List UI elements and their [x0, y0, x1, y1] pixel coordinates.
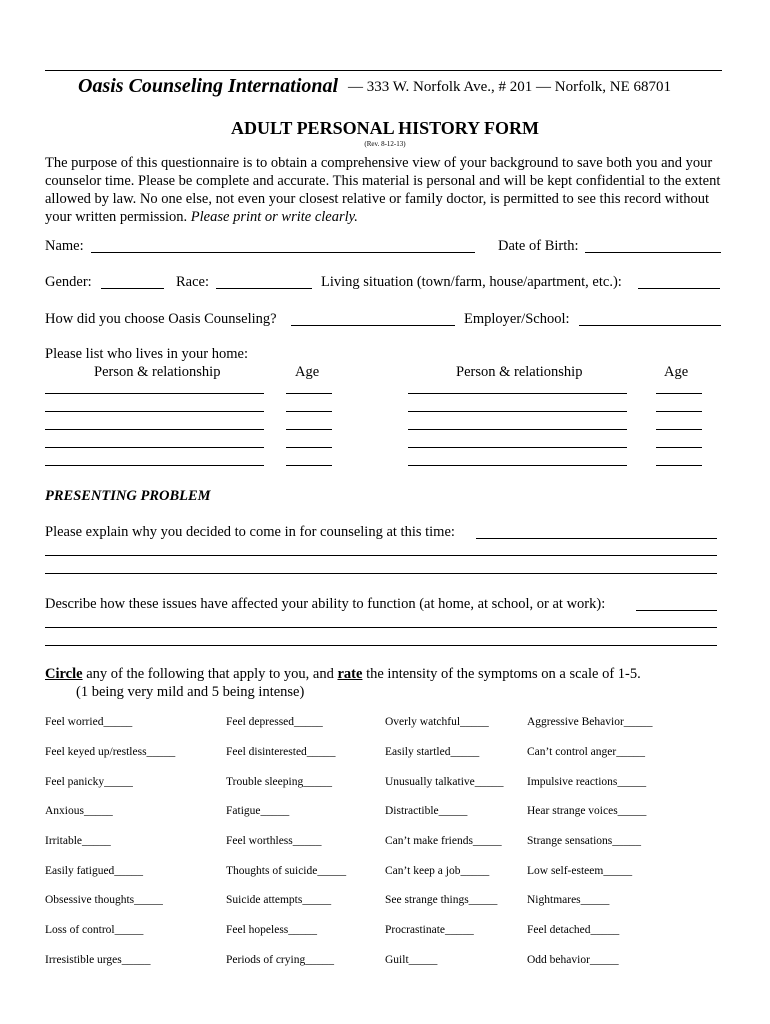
symptom-item[interactable]: Fatigue_____: [226, 805, 290, 817]
name-label: Name:: [45, 238, 84, 254]
symptom-item[interactable]: Feel depressed_____: [226, 716, 323, 728]
function-answer-line-1[interactable]: [636, 610, 717, 611]
symptom-item[interactable]: Feel panicky_____: [45, 776, 133, 788]
symptom-item[interactable]: Irresistible urges_____: [45, 954, 151, 966]
symptom-item[interactable]: Aggressive Behavior_____: [527, 716, 653, 728]
symptom-item[interactable]: Trouble sleeping_____: [226, 776, 332, 788]
reason-answer-line-3[interactable]: [45, 573, 717, 574]
symptom-item[interactable]: Feel hopeless_____: [226, 924, 318, 936]
household-prompt: Please list who lives in your home:: [45, 346, 248, 362]
symptom-item[interactable]: Overly watchful_____: [385, 716, 489, 728]
household-person-2b[interactable]: [408, 411, 627, 412]
function-answer-line-2[interactable]: [45, 627, 717, 628]
symptoms-instruction: [45, 666, 641, 683]
symptom-item[interactable]: Can’t keep a job_____: [385, 865, 490, 877]
presenting-problem-heading: PRESENTING PROBLEM: [45, 488, 211, 504]
org-name: Oasis Counseling International: [78, 75, 339, 97]
symptom-item[interactable]: Feel detached_____: [527, 924, 620, 936]
instruction-end: the intensity of the symptoms on a scale of 1-5.: [362, 666, 641, 682]
choose-field[interactable]: [291, 325, 455, 326]
symptom-item[interactable]: Strange sensations_____: [527, 835, 642, 847]
household-col-age-2: Age: [664, 364, 689, 380]
household-person-4a[interactable]: [45, 447, 264, 448]
symptom-item[interactable]: Feel worried_____: [45, 716, 133, 728]
household-person-2a[interactable]: [45, 411, 264, 412]
dob-label: Date of Birth:: [498, 238, 579, 254]
symptom-item[interactable]: Feel keyed up/restless_____: [45, 746, 176, 758]
symptom-item[interactable]: Suicide attempts_____: [226, 894, 332, 906]
symptom-item[interactable]: Procrastinate_____: [385, 924, 474, 936]
symptom-item[interactable]: Thoughts of suicide_____: [226, 865, 347, 877]
household-age-5a[interactable]: [286, 465, 332, 466]
symptom-item[interactable]: Loss of control_____: [45, 924, 144, 936]
symptom-item[interactable]: Impulsive reactions_____: [527, 776, 647, 788]
symptom-item[interactable]: Odd behavior_____: [527, 954, 619, 966]
household-person-5a[interactable]: [45, 465, 264, 466]
instruction-mid: any of the following that apply to you, and: [82, 666, 338, 682]
symptom-item[interactable]: Unusually talkative_____: [385, 776, 504, 788]
symptom-item[interactable]: Distractible_____: [385, 805, 468, 817]
function-answer-line-3[interactable]: [45, 645, 717, 646]
employer-field[interactable]: [579, 325, 721, 326]
household-age-4b[interactable]: [656, 447, 702, 448]
household-person-1b[interactable]: [408, 393, 627, 394]
symptom-item[interactable]: Hear strange voices_____: [527, 805, 647, 817]
intro-text: The purpose of this questionnaire is to obtain a comprehensive view of your background to save both you and your counselor time. Please be complete and accurate. This material is personal and will be kept confidential to the extent allowed by law. No one else, not even your closest relative or family doctor, is permitted to see this record without your written permission.: [45, 155, 721, 225]
symptom-item[interactable]: Low self-esteem_____: [527, 865, 633, 877]
form-title: ADULT PERSONAL HISTORY FORM: [231, 118, 539, 138]
household-age-2a[interactable]: [286, 411, 332, 412]
intro-instruction: Please print or write clearly.: [190, 209, 358, 225]
symptom-item[interactable]: Can’t control anger_____: [527, 746, 645, 758]
scale-note: (1 being very mild and 5 being intense): [76, 684, 305, 700]
symptom-item[interactable]: Periods of crying_____: [226, 954, 334, 966]
circle-keyword: Circle: [45, 666, 83, 682]
race-field[interactable]: [216, 288, 312, 289]
gender-label: Gender:: [45, 274, 92, 290]
symptom-item[interactable]: Can’t make friends_____: [385, 835, 502, 847]
household-person-1a[interactable]: [45, 393, 264, 394]
symptom-item[interactable]: Easily startled_____: [385, 746, 480, 758]
symptom-item[interactable]: Irritable_____: [45, 835, 111, 847]
intro-paragraph: [45, 154, 725, 226]
reason-question: Please explain why you decided to come in for counseling at this time:: [45, 524, 455, 540]
household-person-5b[interactable]: [408, 465, 627, 466]
symptom-item[interactable]: Feel disinterested_____: [226, 746, 336, 758]
symptom-item[interactable]: Guilt_____: [385, 954, 438, 966]
choose-label: How did you choose Oasis Counseling?: [45, 311, 277, 327]
household-age-3a[interactable]: [286, 429, 332, 430]
symptom-item[interactable]: Obsessive thoughts_____: [45, 894, 163, 906]
household-age-5b[interactable]: [656, 465, 702, 466]
symptom-item[interactable]: Nightmares_____: [527, 894, 610, 906]
name-field[interactable]: [91, 252, 475, 253]
dob-field[interactable]: [585, 252, 721, 253]
header-rule: [45, 70, 722, 71]
rate-keyword: rate: [337, 666, 363, 682]
household-age-4a[interactable]: [286, 447, 332, 448]
function-question: Describe how these issues have affected your ability to function (at home, at school, or at work):: [45, 596, 606, 612]
reason-answer-line-1[interactable]: [476, 538, 717, 539]
household-person-4b[interactable]: [408, 447, 627, 448]
household-person-3b[interactable]: [408, 429, 627, 430]
race-label: Race:: [176, 274, 210, 290]
org-address: — 333 W. Norfolk Ave., # 201 — Norfolk, NE 68701: [348, 79, 672, 95]
employer-label: Employer/School:: [464, 311, 570, 327]
household-age-2b[interactable]: [656, 411, 702, 412]
household-col-person-2: Person & relationship: [456, 364, 583, 380]
symptom-item[interactable]: Easily fatigued_____: [45, 865, 144, 877]
household-col-person-1: Person & relationship: [94, 364, 221, 380]
reason-answer-line-2[interactable]: [45, 555, 717, 556]
household-person-3a[interactable]: [45, 429, 264, 430]
living-label: Living situation (town/farm, house/apartment, etc.):: [321, 274, 622, 290]
household-age-1a[interactable]: [286, 393, 332, 394]
household-age-3b[interactable]: [656, 429, 702, 430]
household-col-age-1: Age: [295, 364, 320, 380]
gender-field[interactable]: [101, 288, 164, 289]
household-age-1b[interactable]: [656, 393, 702, 394]
symptom-item[interactable]: See strange things_____: [385, 894, 498, 906]
form-revision: (Rev. 8-12-13): [364, 140, 406, 148]
symptom-item[interactable]: Anxious_____: [45, 805, 113, 817]
living-field[interactable]: [638, 288, 720, 289]
symptom-item[interactable]: Feel worthless_____: [226, 835, 322, 847]
